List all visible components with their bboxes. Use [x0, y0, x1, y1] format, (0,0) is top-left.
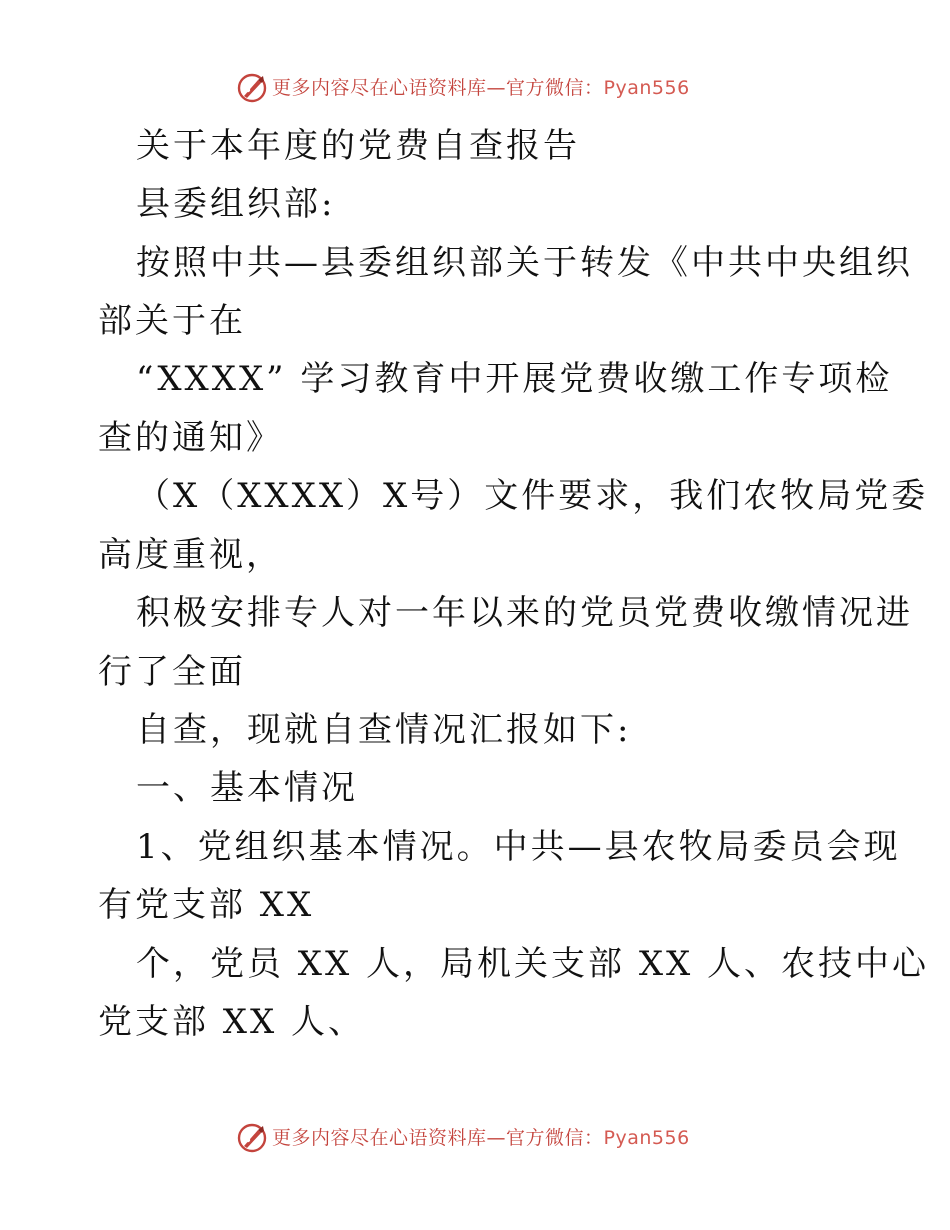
watermark-site-text: 更多内容尽在心语资料库—官方微信：	[272, 1127, 604, 1149]
paragraph-line: 行了全面	[98, 652, 246, 692]
paragraph-line: 有党支部 XX	[98, 885, 315, 925]
paragraph-line: 个，党员 XX 人，局机关支部 XX 人、农技中心	[136, 944, 930, 984]
paragraph-line: 按照中共—县委组织部关于转发《中共中央组织	[136, 243, 913, 283]
watermark-wechat-id: Pyan556	[603, 1127, 690, 1149]
paragraph-line: 自查，现就自查情况汇报如下:	[136, 710, 632, 750]
paragraph-line: （X（XXXX）X号）文件要求，我们农牧局党委	[136, 476, 929, 516]
paragraph-line: “XXXX” 学习教育中开展党费收缴工作专项检	[136, 359, 893, 399]
quill-pen-logo-icon	[236, 72, 268, 104]
watermark-text	[272, 1126, 690, 1150]
watermark-banner-top	[0, 70, 950, 110]
paragraph-line: 查的通知》	[98, 418, 283, 458]
paragraph-line: 高度重视，	[98, 535, 283, 575]
section-heading: 一、基本情况	[136, 768, 358, 808]
paragraph-line: 部关于在	[98, 301, 246, 341]
watermark-banner-bottom	[0, 1120, 950, 1160]
paragraph-line: 积极安排专人对一年以来的党员党费收缴情况进	[136, 593, 913, 633]
document-title: 关于本年度的党费自查报告	[136, 126, 580, 166]
document-addressee: 县委组织部:	[136, 184, 336, 224]
quill-pen-logo-icon	[236, 1122, 268, 1154]
watermark-wechat-id: Pyan556	[603, 77, 690, 99]
paragraph-line: 1、党组织基本情况。中共—县农牧局委员会现	[136, 827, 901, 867]
watermark-site-text: 更多内容尽在心语资料库—官方微信：	[272, 77, 604, 99]
watermark-text	[272, 76, 690, 100]
paragraph-line: 党支部 XX 人、	[98, 1002, 366, 1042]
